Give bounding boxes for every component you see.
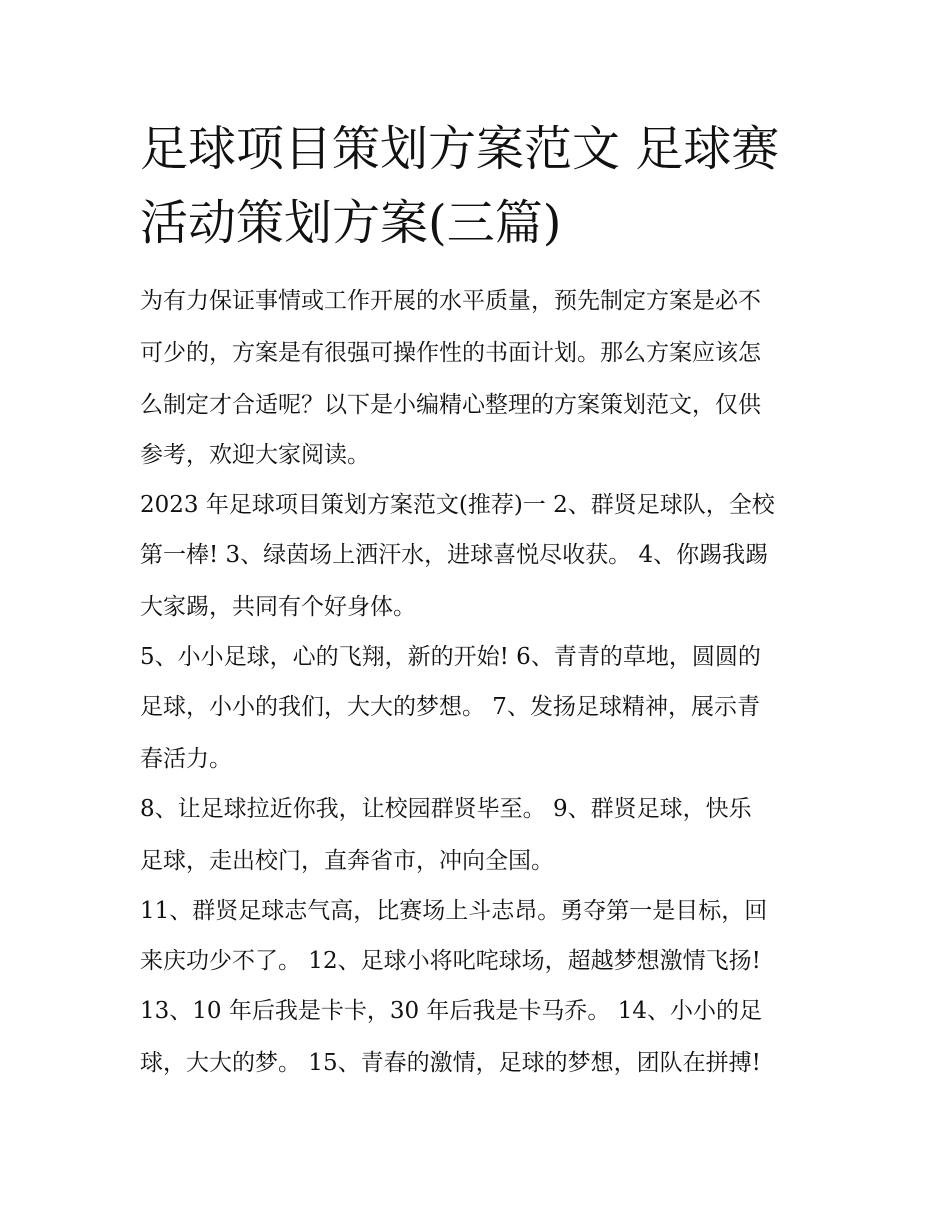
body-line-3: 么制定才合适呢？以下是小编精心整理的方案策划范文，仅供 [140, 392, 761, 418]
body-line-8: 5、小小足球，心的飞翔，新的开始! 6、青青的草地，圆圆的 [140, 644, 761, 670]
body-line-15: 13、10 年后我是卡卡，30 年后我是卡马乔。 14、小小的足 [140, 998, 762, 1024]
body-line-7: 大家踢，共同有个好身体。 [140, 594, 416, 620]
body-line-10: 春活力。 [140, 746, 232, 772]
body-line-1: 为有力保证事情或工作开展的水平质量，预先制定方案是必不 [140, 288, 761, 314]
body-line-4: 参考，欢迎大家阅读。 [140, 442, 370, 468]
body-line-2: 可少的，方案是有很强可操作性的书面计划。那么方案应该怎 [140, 340, 761, 366]
body-line-11: 8、让足球拉近你我，让校园群贤毕至。 9、群贤足球，快乐 [140, 796, 752, 822]
body-line-5: 2023 年足球项目策划方案范文(推荐)一 2、群贤足球队，全校 [140, 492, 775, 518]
body-line-16: 球，大大的梦。 15、青春的激情，足球的梦想，团队在拼搏! [140, 1050, 761, 1076]
body-line-14: 来庆功少不了。 12、足球小将叱咤球场，超越梦想激情飞扬! [140, 948, 761, 974]
title-line-2: 活动策划方案(三篇) [140, 195, 562, 251]
document-title [140, 112, 820, 260]
body-line-9: 足球，小小的我们，大大的梦想。 7、发扬足球精神，展示青 [140, 694, 760, 720]
body-line-6: 第一棒! 3、绿茵场上洒汗水，进球喜悦尽收获。 4、你踢我踢 [140, 542, 769, 568]
title-line-1: 足球项目策划方案范文 足球赛 [140, 121, 780, 177]
body-line-12: 足球，走出校门，直奔省市，冲向全国。 [140, 848, 554, 874]
body-line-13: 11、群贤足球志气高，比赛场上斗志昂。勇夺第一是目标，回 [140, 898, 768, 924]
